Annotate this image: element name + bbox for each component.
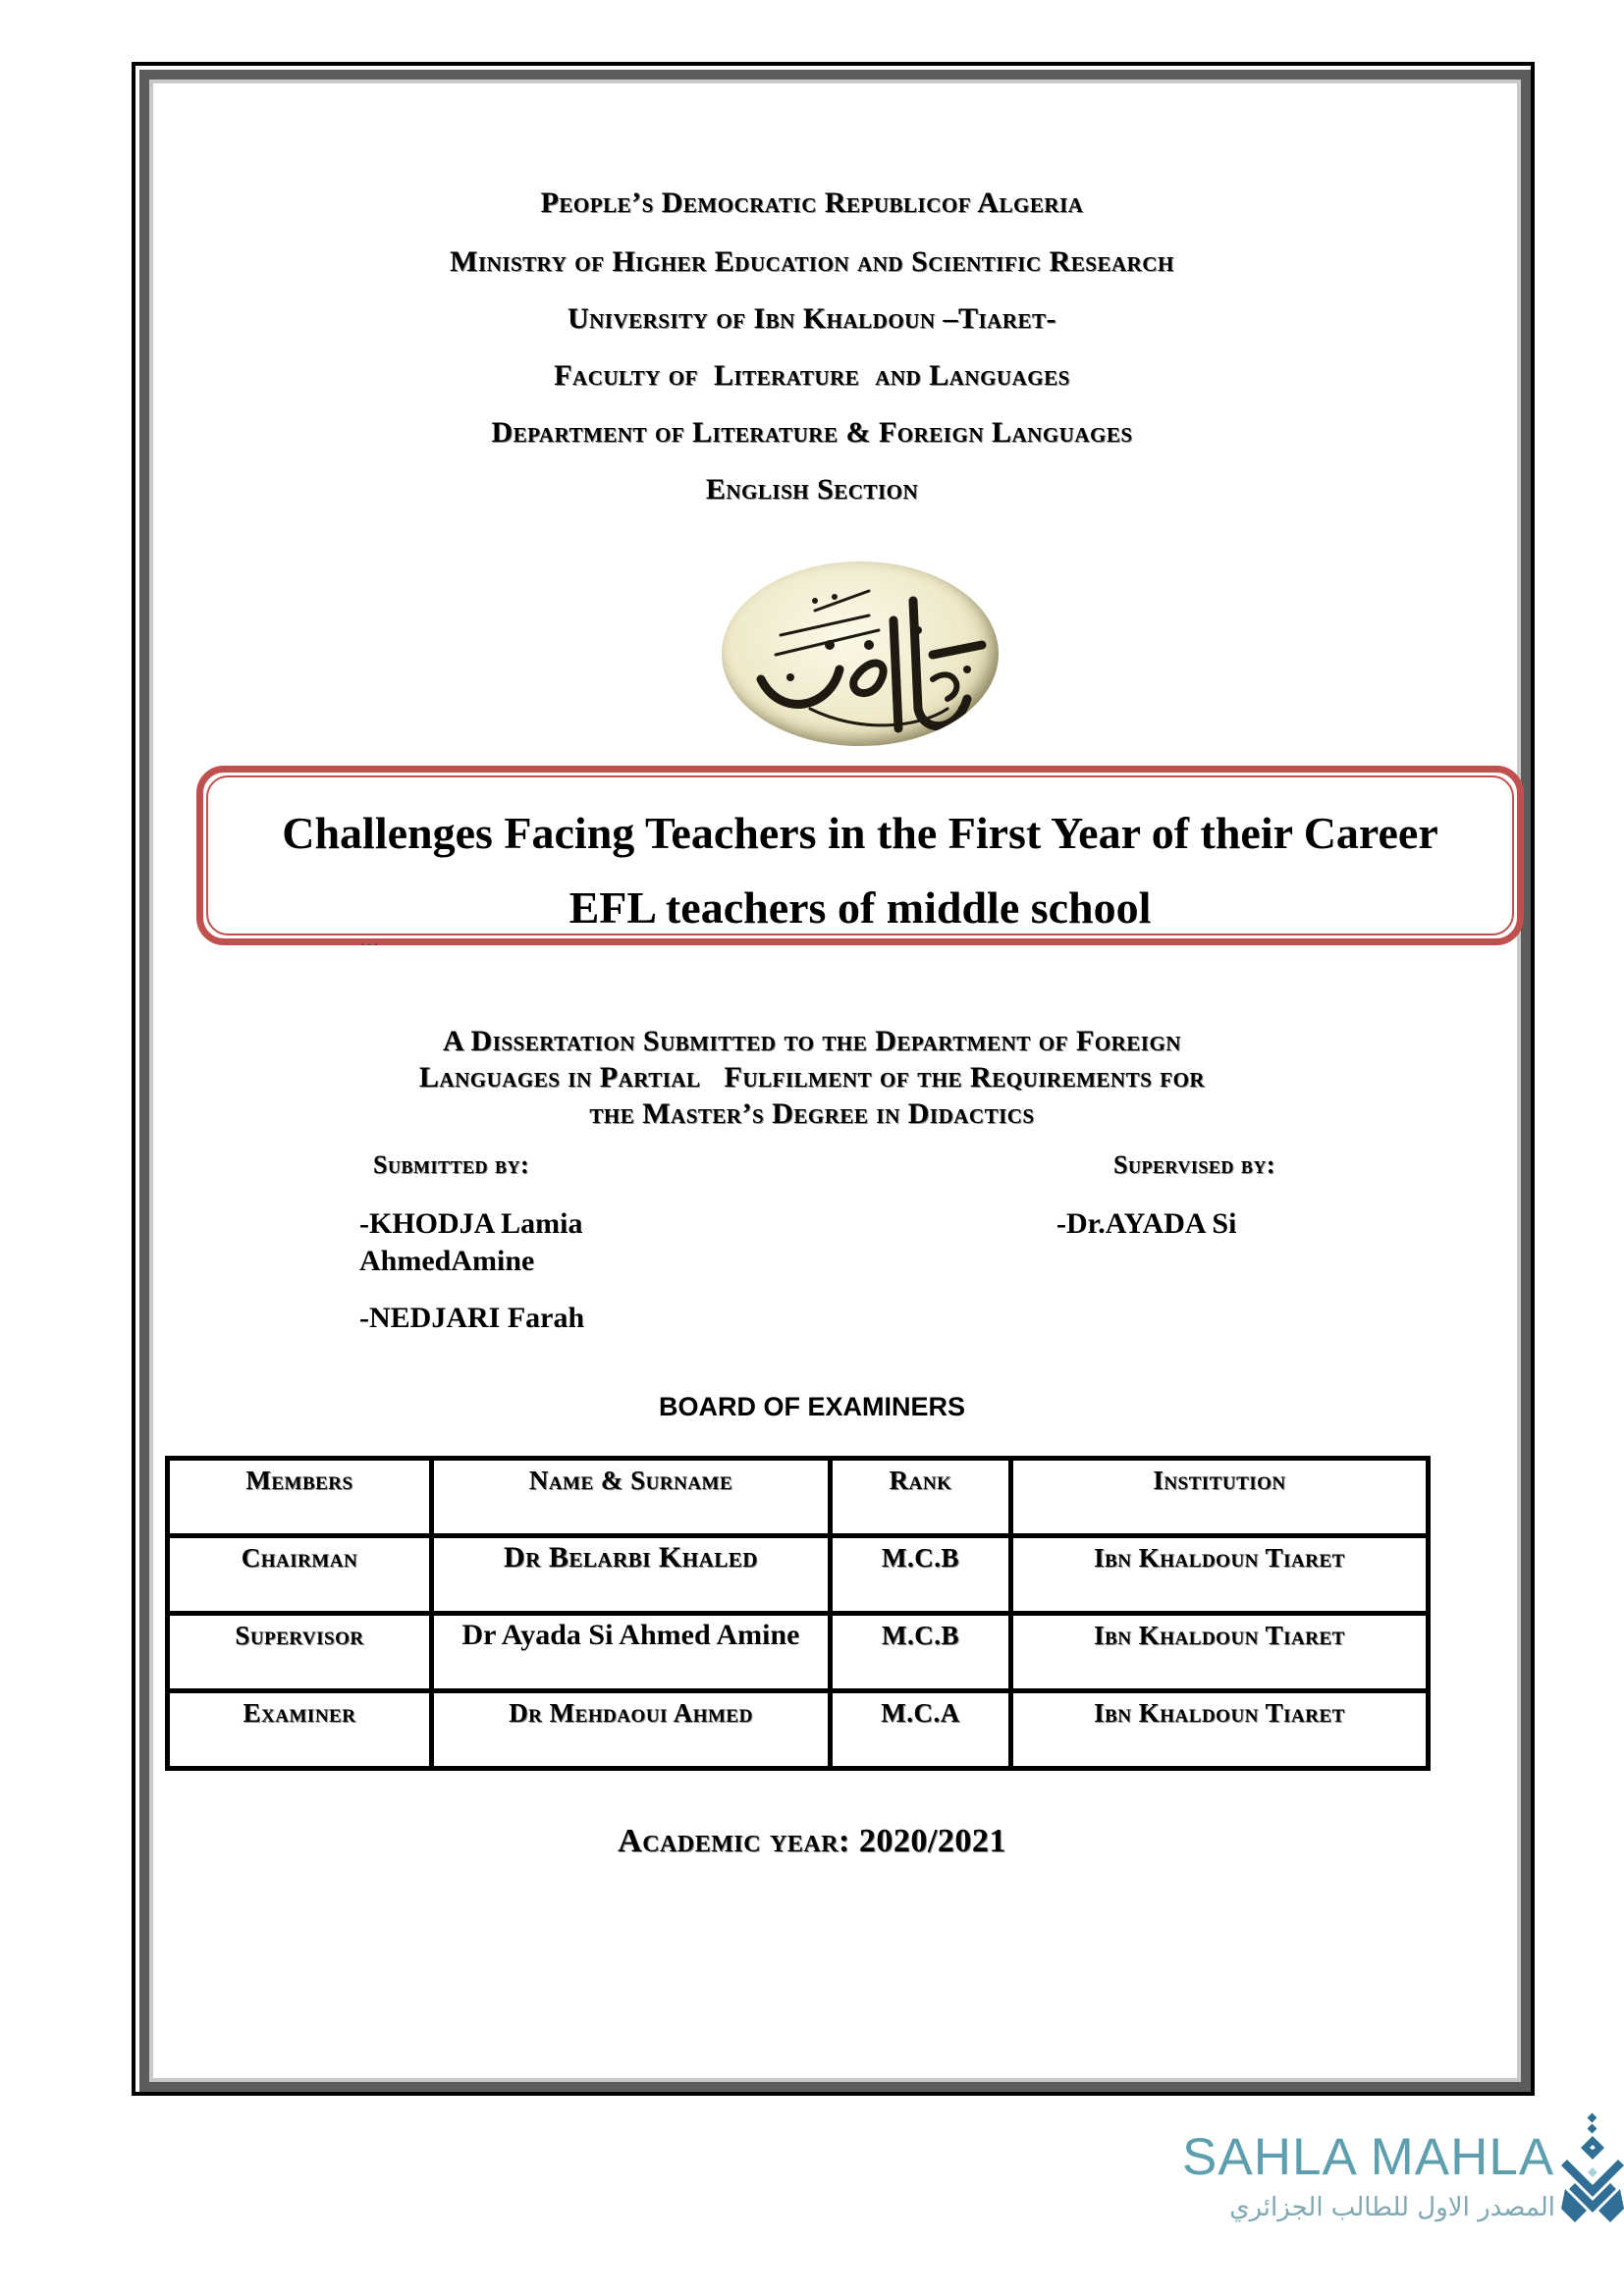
dissertation-line-2: Languages in Partial Fulfilment of the Requirements for <box>418 1061 1206 1094</box>
header-ministry: Ministry of Higher Education and Scientific Research <box>450 245 1174 278</box>
header-section: English Section <box>705 473 919 506</box>
watermark-subtitle: المصدر الاول للطالب الجزائري <box>1229 2193 1555 2222</box>
examiners-table <box>165 1456 1431 1771</box>
header-republic: People’s Democratic Republicof Algeria <box>540 187 1084 219</box>
thesis-title: Challenges Facing Teachers in the First Year of their Career <box>282 808 1438 858</box>
title-box <box>196 766 1524 945</box>
member-rank: M.C.B <box>831 1536 1011 1614</box>
table-row <box>168 1614 1429 1691</box>
member-role: Supervisor <box>168 1614 432 1691</box>
supervised-by-label: Supervised by: <box>1113 1150 1276 1179</box>
dissertation-line-3: the Master’s Degree in Didactics <box>589 1097 1035 1130</box>
member-role: Chairman <box>168 1536 432 1614</box>
sahla-mahla-emblem-icon <box>1561 2110 1624 2233</box>
member-institution: Ibn Khaldoun Tiaret <box>1011 1536 1429 1614</box>
member-rank: M.C.A <box>831 1691 1011 1769</box>
submitted-by-label: Submitted by: <box>373 1150 530 1179</box>
member-name: Dr Belarbi Khaled <box>432 1536 831 1614</box>
header-faculty: Faculty of Literature and Languages <box>554 359 1070 392</box>
thesis-subtitle: EFL teachers of middle school <box>568 882 1152 933</box>
member-role: Examiner <box>168 1691 432 1769</box>
member-rank: M.C.B <box>831 1614 1011 1691</box>
table-row <box>168 1691 1429 1769</box>
student-name-1: -KHODJA Lamia <box>359 1207 583 1240</box>
member-name: Dr Mehdaoui Ahmed <box>432 1691 831 1769</box>
academic-year: Academic year: 2020/2021 <box>618 1823 1006 1859</box>
supervisor-name-line-2: AhmedAmine <box>359 1245 535 1277</box>
table-header-row <box>168 1459 1429 1536</box>
dissertation-line-1: A Dissertation Submitted to the Department of Foreign <box>443 1025 1181 1057</box>
student-name-2: -NEDJARI Farah <box>359 1302 585 1334</box>
sahla-mahla-watermark <box>1168 2110 1624 2238</box>
university-logo-icon <box>722 561 999 746</box>
member-institution: Ibn Khaldoun Tiaret <box>1011 1614 1429 1691</box>
table-row <box>168 1536 1429 1614</box>
column-header-rank: Rank <box>831 1459 1011 1536</box>
header-university: University of Ibn Khaldoun –Tiaret- <box>567 302 1057 335</box>
board-title: BOARD OF EXAMINERS <box>658 1392 966 1421</box>
calligraphy-seal-icon <box>722 561 999 746</box>
supervisor-name-line-1: -Dr.AYADA Si <box>1056 1207 1237 1240</box>
header-department: Department of Literature & Foreign Languages <box>491 416 1133 449</box>
stray-dots: ··· <box>360 938 380 953</box>
column-header-members: Members <box>168 1459 432 1536</box>
member-institution: Ibn Khaldoun Tiaret <box>1011 1691 1429 1769</box>
member-name: Dr Ayada Si Ahmed Amine <box>432 1614 831 1691</box>
column-header-institution: Institution <box>1011 1459 1429 1536</box>
watermark-title: SAHLA MAHLA <box>1182 2128 1555 2186</box>
column-header-name: Name & Surname <box>432 1459 831 1536</box>
